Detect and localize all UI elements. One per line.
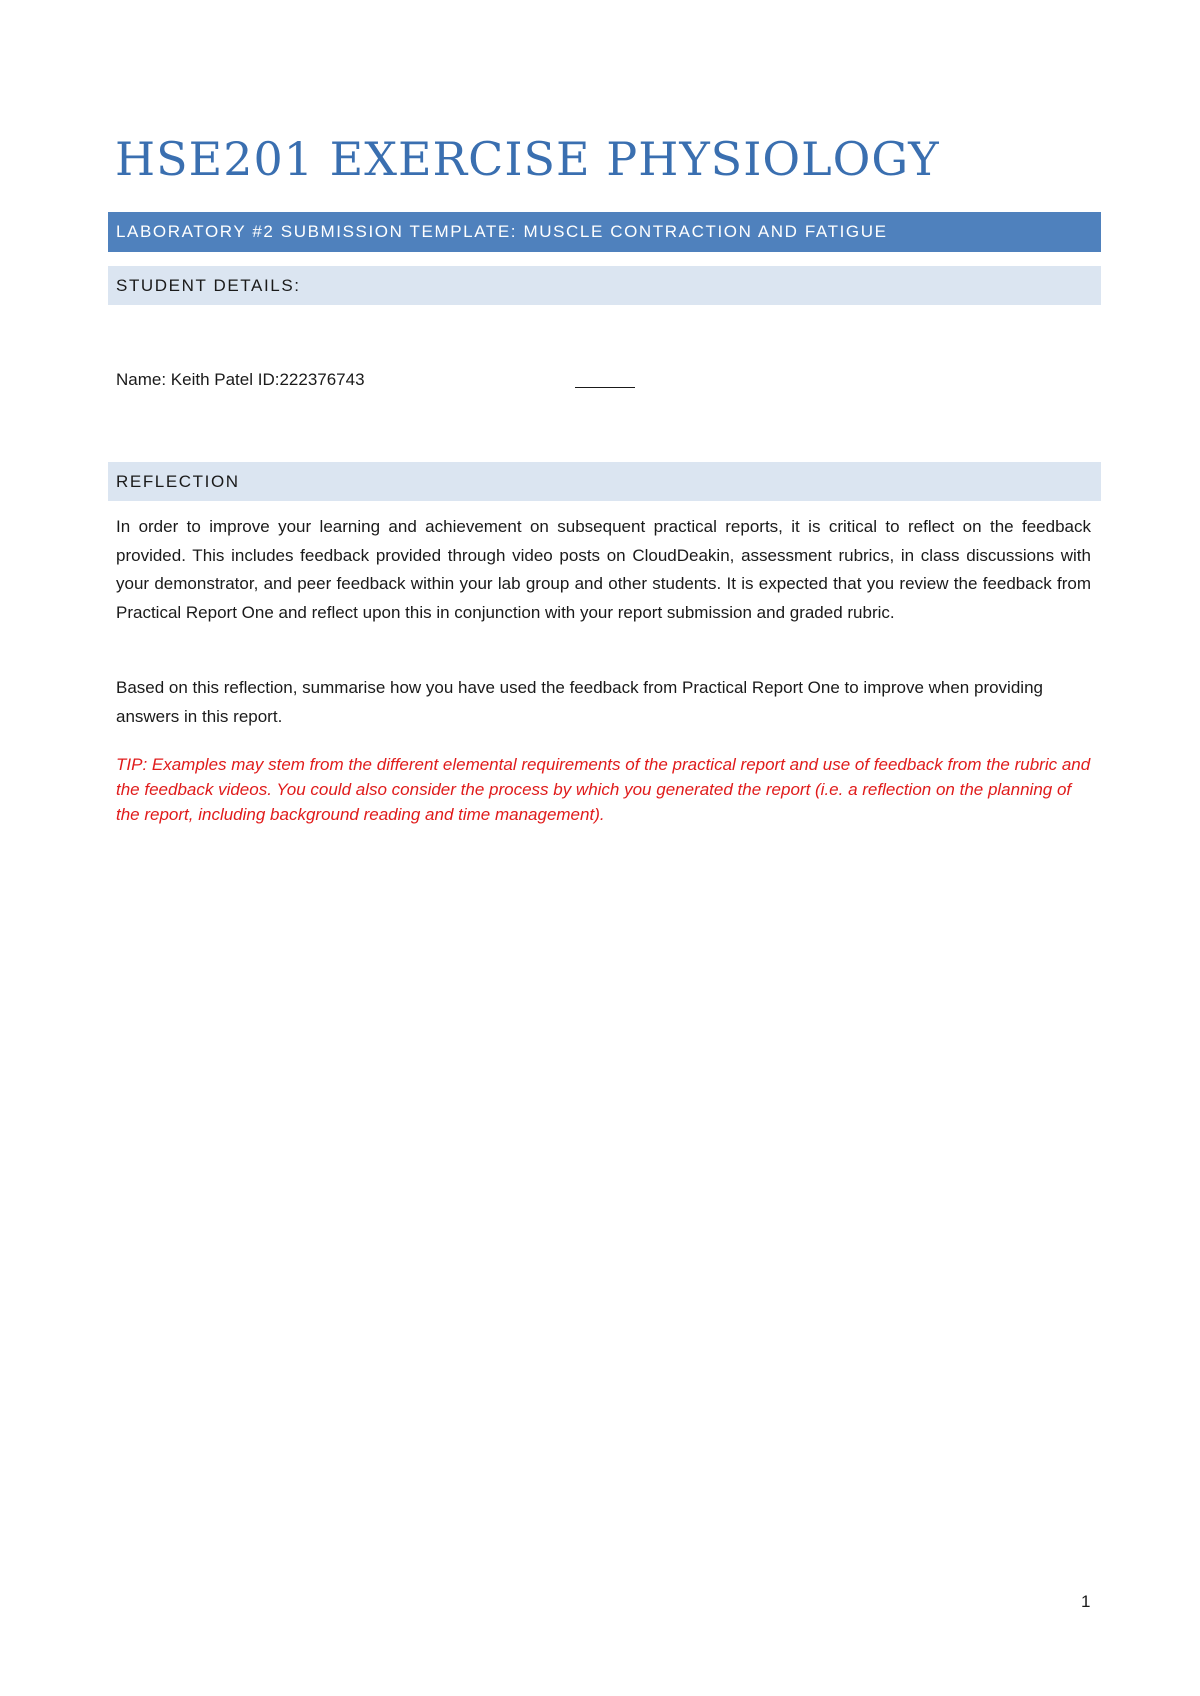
- student-details-heading: [108, 266, 1101, 305]
- subtitle-banner-text: LABORATORY #2 SUBMISSION TEMPLATE: MUSCLE CONTRACTION AND FATIGUE: [116, 222, 888, 241]
- student-name-id: Name: Keith Patel ID:222376743: [116, 370, 365, 389]
- page-number: 1: [1081, 1592, 1091, 1611]
- page-title: HSE201 EXERCISE PHYSIOLOGY: [115, 132, 940, 186]
- reflection-paragraph-2: Based on this reflection, summarise how you have used the feedback from Practical Report One to improve when providing answers in this report.: [116, 678, 1043, 726]
- tip-text: TIP: Examples may stem from the different elemental requirements of the practical report and use of feedback from the rubric and the feedback videos. You could also consider the process by which you generated the report (i.e. a reflection on the planning of the report, including background reading and time management).: [116, 755, 1091, 824]
- blank-underline: [575, 387, 635, 388]
- reflection-heading: [108, 462, 1101, 501]
- subtitle-banner: [108, 212, 1101, 252]
- student-details-heading-text: STUDENT DETAILS:: [116, 275, 301, 295]
- reflection-heading-text: REFLECTION: [116, 471, 240, 491]
- reflection-paragraph-1: In order to improve your learning and achievement on subsequent practical reports, it is critical to reflect on the feedback provided. This includes feedback provided through video posts on CloudDeakin, assessment rubrics, in class discussions with your demonstrator, and peer feedback within your lab group and other students. It is expected that you review the feedback from Practical Report One and reflect upon this in conjunction with your report submission and graded rubric.: [116, 517, 1091, 622]
